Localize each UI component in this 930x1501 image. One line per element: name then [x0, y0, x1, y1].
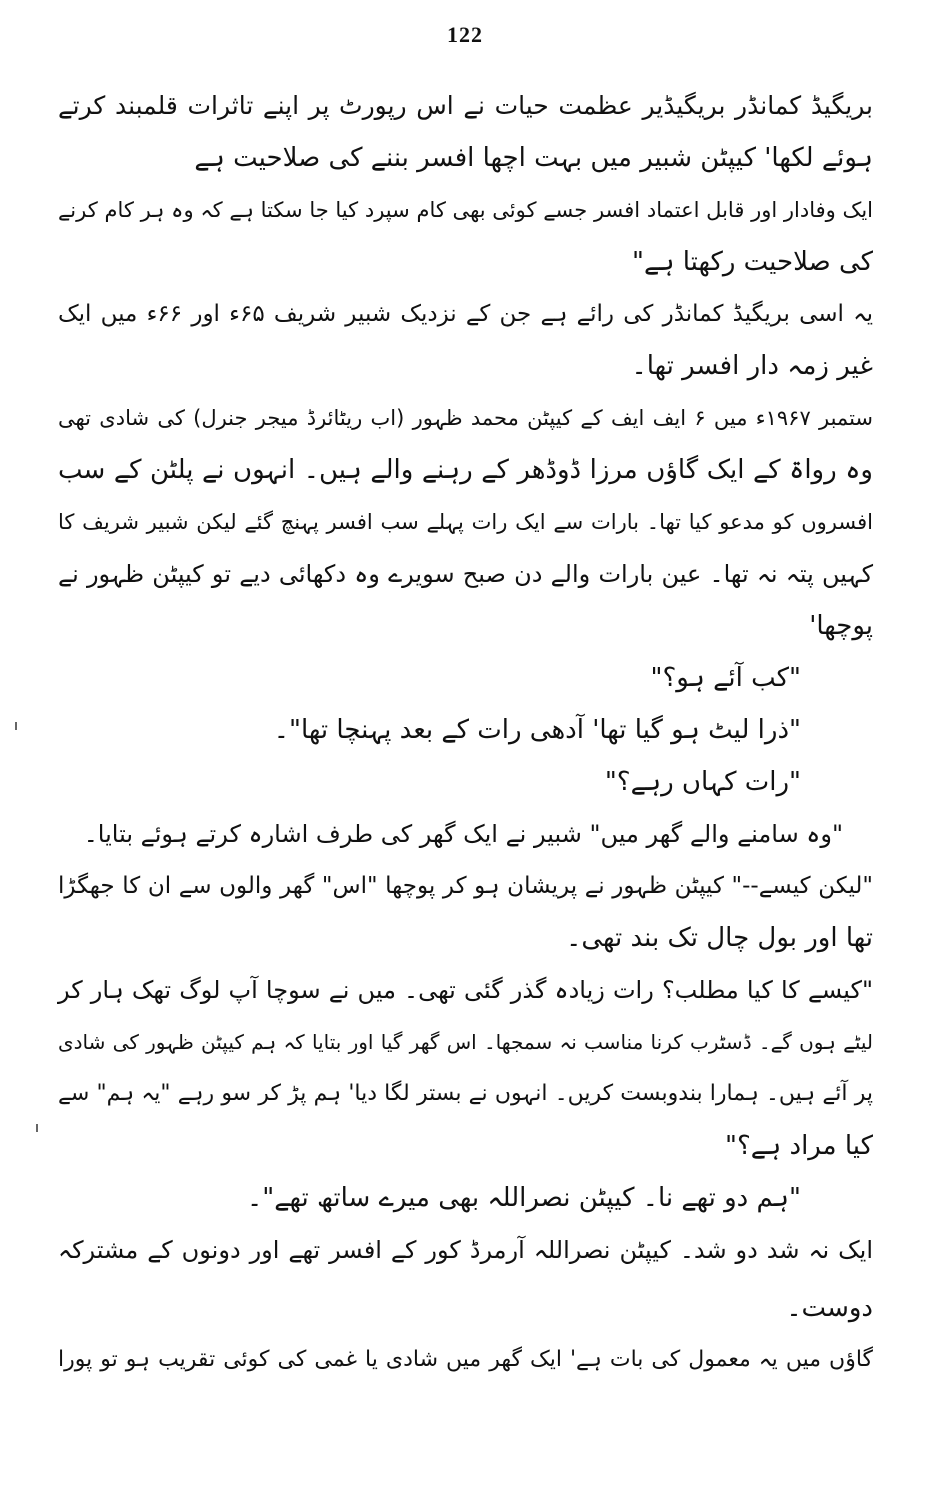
- text-line: ہوئے لکھا' کیپٹن شبیر میں بہت اچھا افسر بننے کی صلاحیت ہے: [194, 143, 873, 173]
- dialogue-line: "ہم دو تھے نا۔ کیپٹن نصراللہ بھی میرے ساتھ تھے"۔: [247, 1183, 801, 1213]
- text-line: ایک نہ شد دو شد۔ کیپٹن نصراللہ آرمرڈ کور کے افسر تھے اور دونوں کے مشترکہ: [58, 1236, 873, 1264]
- text-line: کی صلاحیت رکھتا ہے": [632, 247, 873, 277]
- text-line: گاؤں میں یہ معمول کی بات ہے' ایک گھر میں شادی یا غمی کی کوئی تقریب ہو تو پورا: [58, 1347, 873, 1372]
- text-line: بریگیڈ کمانڈر بریگیڈیر عظمت حیات نے اس رپورٹ پر اپنے تاثرات قلمبند کرتے: [58, 91, 873, 120]
- text-line: ستمبر ۱۹۶۷ء میں ۶ ایف ایف کے کیپٹن محمد ظہور (اب ریٹائرڈ میجر جنرل) کی شادی تھی: [58, 406, 874, 430]
- page-number: 122: [447, 22, 483, 47]
- page-body: [58, 80, 873, 1386]
- dialogue-line: "رات کہاں رہے؟": [604, 767, 801, 797]
- text-line: پوچھا': [809, 611, 873, 641]
- scan-mark: [15, 722, 17, 730]
- dialogue-line: "لیکن کیسے--" کیپٹن ظہور نے پریشان ہو کر پوچھا "اس" گھر والوں سے ان کا جھگڑا: [58, 873, 873, 899]
- dialogue-line: "وہ سامنے والے گھر میں" شبیر نے ایک گھر کی طرف اشارہ کرتے ہوئے بتایا۔: [83, 820, 843, 848]
- dialogue-line: "کیسے کا کیا مطلب؟ رات زیادہ گذر گئی تھی۔ میں نے سوچا آپ لوگ تھک ہار کر: [58, 976, 873, 1004]
- text-line: لیٹے ہوں گے۔ ڈسٹرب کرنا مناسب نہ سمجھا۔ اس گھر گیا اور بتایا کہ ہم کیپٹن ظہور کی شادی: [58, 1030, 873, 1054]
- text-line: پر آئے ہیں۔ ہمارا بندوبست کریں۔ انہوں نے بستر لگا دیا' ہم پڑ کر سو رہے "یہ ہم" سے: [58, 1081, 873, 1106]
- text-line: کیا مراد ہے؟": [725, 1131, 873, 1161]
- scan-mark: [36, 1124, 38, 1132]
- dialogue-line: "ذرا لیٹ ہو گیا تھا' آدھی رات کے بعد پہنچا تھا"۔: [273, 715, 801, 745]
- text-line: دوست۔: [786, 1293, 873, 1323]
- dialogue-line: "کب آئے ہو؟": [650, 663, 801, 693]
- text-line: افسروں کو مدعو کیا تھا۔ بارات سے ایک رات پہلے سب افسر پہنچ گئے لیکن شبیر شریف کا: [58, 510, 873, 534]
- text-line: تھا اور بول چال تک بند تھی۔: [566, 923, 873, 953]
- text-line: ایک وفادار اور قابل اعتماد افسر جسے کوئی بھی کام سپرد کیا جا سکتا ہے کہ وہ ہر کام کرنے: [58, 198, 873, 222]
- text-line: وہ رواۃ کے ایک گاؤں مرزا ڈوڈھر کے رہنے والے ہیں۔ انہوں نے پلٹن کے سب: [58, 455, 873, 485]
- text-line: کہیں پتہ نہ تھا۔ عین بارات والے دن صبح سویرے وہ دکھائی دیے تو کیپٹن ظہور نے: [58, 560, 873, 588]
- text-line: غیر زمہ دار افسر تھا۔: [631, 351, 873, 381]
- text-line: یہ اسی بریگیڈ کمانڈر کی رائے ہے جن کے نزدیک شبیر شریف ۶۵ء اور ۶۶ء میں ایک: [58, 301, 873, 327]
